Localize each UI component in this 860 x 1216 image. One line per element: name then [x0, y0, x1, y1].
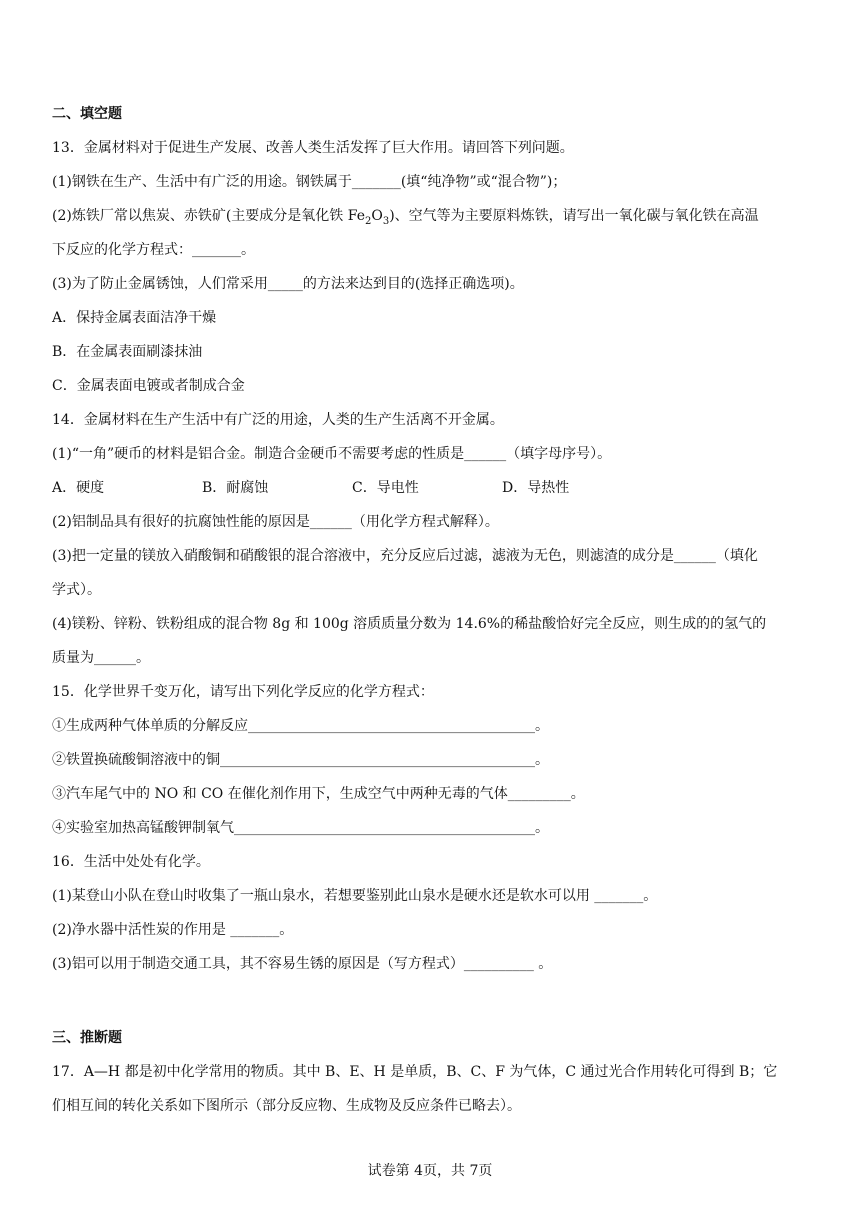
q16-part1: (1)某登山小队在登山时收集了一瓶山泉水，若想要鉴别此山泉水是硬水还是软水可以用 _______。 [52, 888, 658, 904]
q17-line1: 17．A—H 都是初中化学常用的物质。其中 B、E、H 是单质，B、C、F 为气体，C 通过光合作用转化可得到 B；它 [52, 1064, 778, 1080]
q13-part1: (1)钢铁在生产、生活中有广泛的用途。钢铁属于_______(填“纯净物”或“混合物”)； [52, 174, 567, 190]
q14-part4-line2: 质量为______。 [52, 650, 150, 666]
q13-option-c: C．金属表面电镀或者制成合金 [52, 378, 245, 394]
q15-item1: ①生成两种气体单质的分解反应_________________________________________。 [52, 718, 549, 734]
q15-item3: ③汽车尾气中的 NO 和 CO 在催化剂作用下，生成空气中两种无毒的气体_________。 [52, 786, 585, 802]
q13-part2-line1: (2)炼铁厂常以焦炭、赤铁矿(主要成分是氧化铁 $Fe_2O_3$)、空气等为主要原料炼铁，请写出一氧化碳与氧化铁在高温 [52, 208, 759, 227]
q15-item2: ②铁置换硫酸铜溶液中的铜_____________________________________________。 [52, 752, 549, 768]
q13-stem: 13．金属材料对于促进生产发展、改善人类生活发挥了巨大作用。请回答下列问题。 [52, 140, 574, 156]
section-title-inference: 三、推断题 [52, 1030, 122, 1046]
q14-stem: 14．金属材料在生产生活中有广泛的用途，人类的生产生活离不开金属。 [52, 412, 504, 428]
q13-part3: (3)为了防止金属锈蚀，人们常采用_____的方法来达到目的(选择正确选项)。 [52, 276, 524, 292]
q14-part4-line1: (4)镁粉、锌粉、铁粉组成的混合物 8g 和 100g 溶质质量分数为 14.6%的稀盐酸恰好完全反应，则生成的的氢气的 [52, 616, 767, 632]
q13-option-a: A．保持金属表面洁净干燥 [52, 310, 217, 326]
q17-line2: 们相互间的转化关系如下图所示（部分反应物、生成物及反应条件已略去）。 [52, 1098, 521, 1114]
q14-part3-line1: (3)把一定量的镁放入硝酸铜和硝酸银的混合溶液中，充分反应后过滤，滤液为无色，则滤渣的成分是______（填化 [52, 548, 758, 564]
q14-option-a: A．硬度 [52, 480, 105, 496]
q15-stem: 15．化学世界千变万化，请写出下列化学反应的化学方程式： [52, 684, 434, 700]
q13-option-b: B．在金属表面刷漆抹油 [52, 344, 203, 360]
q14-option-c: C．导电性 [352, 480, 419, 496]
q13-part2-line2: 下反应的化学方程式：_______。 [52, 242, 255, 258]
q14-part1: (1)“一角”硬币的材料是铝合金。制造合金硬币不需要考虑的性质是______（填字母序号）。 [52, 446, 612, 462]
section-title-fill-blank: 二、填空题 [52, 106, 122, 122]
page-footer: 试卷第 4页，共 7页 [367, 1163, 493, 1179]
q15-item4: ④实验室加热高锰酸钾制氧气___________________________________________。 [52, 820, 549, 836]
q14-part3-line2: 学式）。 [52, 582, 101, 598]
q14-option-d: D．导热性 [502, 480, 570, 496]
q14-part2: (2)铝制品具有很好的抗腐蚀性能的原因是______（用化学方程式解释）。 [52, 514, 499, 530]
q16-part2: (2)净水器中活性炭的作用是 _______。 [52, 922, 294, 938]
q16-stem: 16．生活中处处有化学。 [52, 854, 210, 870]
q14-option-b: B．耐腐蚀 [202, 480, 269, 496]
q16-part3: (3)铝可以用于制造交通工具，其不容易生锈的原因是（写方程式）__________ 。 [52, 956, 553, 972]
